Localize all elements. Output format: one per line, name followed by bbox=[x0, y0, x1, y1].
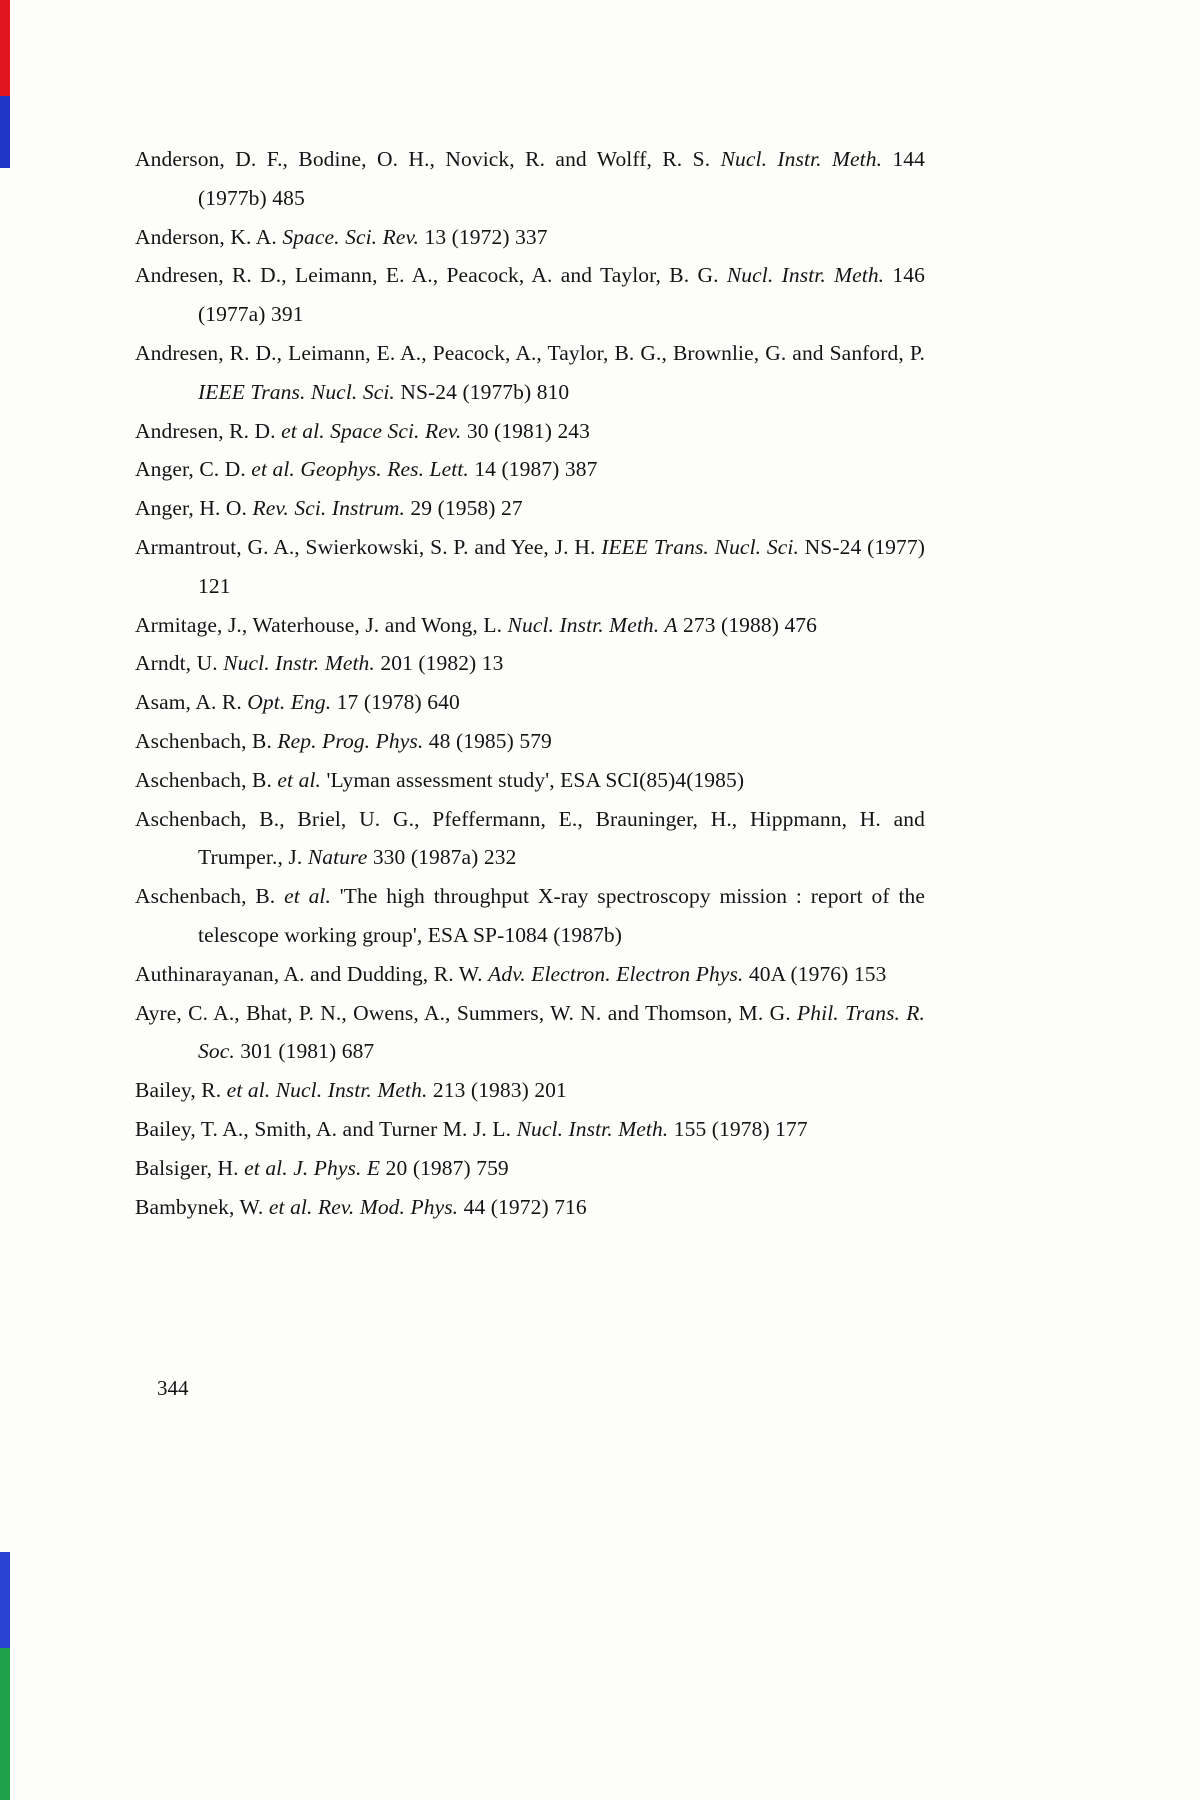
reference-entry bbox=[135, 528, 925, 606]
journal-title: IEEE Trans. Nucl. Sci. bbox=[198, 379, 395, 404]
reference-text: 40A (1976) 153 bbox=[743, 961, 887, 986]
reference-text: NS-24 (1977b) 810 bbox=[394, 379, 570, 404]
journal-title: et al. J. Phys. E bbox=[244, 1155, 381, 1180]
journal-title: Nucl. Instr. Meth. A bbox=[507, 612, 678, 637]
reference-entry bbox=[135, 1071, 925, 1110]
reference-text: Asam, A. R. bbox=[135, 690, 248, 715]
journal-title: Nucl. Instr. Meth. bbox=[516, 1116, 669, 1141]
scan-edge-green-segment bbox=[0, 1648, 10, 1800]
reference-text: Bambynek, W. bbox=[135, 1194, 269, 1219]
journal-title: Rev. Sci. Instrum. bbox=[252, 496, 405, 521]
scan-edge-blue-segment bbox=[0, 96, 10, 168]
reference-entry bbox=[135, 761, 925, 800]
reference-text: 29 (1958) 27 bbox=[404, 496, 523, 521]
reference-text: Aschenbach, B., Briel, U. G., Pfeffermann, E., Brauninger, H., Hippmann, H. and Trumper., J. bbox=[135, 806, 925, 870]
reference-text: Aschenbach, B. bbox=[135, 884, 285, 909]
reference-entry bbox=[135, 218, 925, 257]
reference-entry bbox=[135, 334, 925, 412]
reference-text: Bailey, T. A., Smith, A. and Turner M. J. L. bbox=[135, 1116, 517, 1141]
reference-text: 48 (1985) 579 bbox=[423, 728, 552, 753]
reference-text: NS-24 (1977) 121 bbox=[198, 534, 925, 598]
reference-entry bbox=[135, 683, 925, 722]
journal-title: et al. bbox=[284, 884, 331, 909]
journal-title: Rep. Prog. Phys. bbox=[277, 728, 424, 753]
journal-title: Nucl. Instr. Meth. bbox=[720, 147, 883, 171]
reference-text: Authinarayanan, A. and Dudding, R. W. bbox=[135, 961, 489, 986]
journal-title: Opt. Eng. bbox=[247, 690, 332, 715]
reference-text: Andresen, R. D. bbox=[135, 418, 282, 443]
reference-text: 301 (1981) 687 bbox=[234, 1039, 375, 1064]
reference-entry bbox=[135, 450, 925, 489]
references-list bbox=[135, 140, 925, 1226]
page-number: 344 bbox=[157, 1376, 189, 1400]
reference-text: 13 (1972) 337 bbox=[419, 224, 548, 249]
reference-entry bbox=[135, 800, 925, 878]
reference-text: Ayre, C. A., Bhat, P. N., Owens, A., Summers, W. N. and Thomson, M. G. bbox=[135, 1000, 798, 1025]
reference-text: Andresen, R. D., Leimann, E. A., Peacock, A., Taylor, B. G., Brownlie, G. and Sanford, P. bbox=[135, 340, 925, 365]
journal-title: et al. Geophys. Res. Lett. bbox=[251, 457, 469, 482]
journal-title: et al. bbox=[277, 767, 321, 792]
reference-text: Bailey, R. bbox=[135, 1078, 227, 1103]
reference-text: 146 (1977a) 391 bbox=[198, 263, 925, 327]
reference-text: 201 (1982) 13 bbox=[374, 651, 504, 676]
reference-text: Armitage, J., Waterhouse, J. and Wong, L. bbox=[135, 612, 508, 637]
reference-entry bbox=[135, 644, 925, 683]
journal-title: Nucl. Instr. Meth. bbox=[726, 263, 885, 288]
reference-text: Arndt, U. bbox=[135, 651, 224, 676]
reference-entry bbox=[135, 877, 925, 955]
reference-text: 155 (1978) 177 bbox=[668, 1116, 808, 1141]
reference-entry bbox=[135, 489, 925, 528]
reference-text: 'The high throughput X-ray spectroscopy mission : report of the telescope working group', ESA SP-1084 (1987b) bbox=[198, 884, 926, 947]
reference-entry bbox=[135, 1149, 925, 1188]
reference-text: 213 (1983) 201 bbox=[427, 1078, 567, 1103]
journal-title: Phil. Trans. R. Soc. bbox=[198, 1000, 926, 1064]
reference-text: 17 (1978) 640 bbox=[331, 690, 460, 715]
reference-text: Armantrout, G. A., Swierkowski, S. P. and Yee, J. H. bbox=[135, 534, 602, 559]
journal-title: et al. Rev. Mod. Phys. bbox=[268, 1194, 459, 1219]
reference-text: Andresen, R. D., Leimann, E. A., Peacock, A. and Taylor, B. G. bbox=[135, 263, 727, 288]
reference-text: 14 (1987) 387 bbox=[468, 457, 598, 482]
reference-text: 330 (1987a) 232 bbox=[367, 845, 517, 870]
reference-text: Anger, H. O. bbox=[135, 496, 253, 521]
reference-entry bbox=[135, 606, 925, 645]
reference-entry bbox=[135, 412, 925, 451]
scan-edge-artifact bbox=[0, 0, 10, 1800]
reference-text: 20 (1987) 759 bbox=[380, 1155, 509, 1180]
scan-edge-red-segment bbox=[0, 0, 10, 96]
reference-entry bbox=[135, 994, 925, 1072]
reference-text: Anderson, K. A. bbox=[135, 224, 283, 249]
journal-title: Adv. Electron. Electron Phys. bbox=[488, 961, 744, 986]
reference-text: 'Lyman assessment study', ESA SCI(85)4(1985) bbox=[321, 767, 745, 792]
reference-entry bbox=[135, 256, 925, 334]
journal-title: et al. Nucl. Instr. Meth. bbox=[226, 1078, 428, 1103]
reference-text: 273 (1988) 476 bbox=[677, 612, 818, 637]
reference-text: Anger, C. D. bbox=[135, 457, 252, 482]
reference-entry bbox=[135, 1110, 925, 1149]
journal-title: Space. Sci. Rev. bbox=[282, 224, 420, 249]
reference-text: 44 (1972) 716 bbox=[458, 1194, 587, 1219]
journal-title: IEEE Trans. Nucl. Sci. bbox=[601, 534, 799, 559]
reference-text: Aschenbach, B. bbox=[135, 767, 278, 792]
reference-text: Balsiger, H. bbox=[135, 1155, 245, 1180]
journal-title: et al. Space Sci. Rev. bbox=[281, 418, 462, 443]
journal-title: Nucl. Instr. Meth. bbox=[223, 651, 375, 676]
reference-text: 144 (1977b) 485 bbox=[198, 147, 925, 210]
reference-entry bbox=[135, 955, 925, 994]
reference-entry bbox=[135, 722, 925, 761]
scan-edge-blue-segment bbox=[0, 1552, 10, 1648]
reference-text: Anderson, D. F., Bodine, O. H., Novick, R. and Wolff, R. S. bbox=[135, 147, 721, 171]
journal-title: Nature bbox=[307, 845, 368, 870]
reference-entry bbox=[135, 140, 925, 218]
reference-text: 30 (1981) 243 bbox=[461, 418, 591, 443]
reference-entry bbox=[135, 1188, 925, 1227]
reference-text: Aschenbach, B. bbox=[135, 728, 278, 753]
